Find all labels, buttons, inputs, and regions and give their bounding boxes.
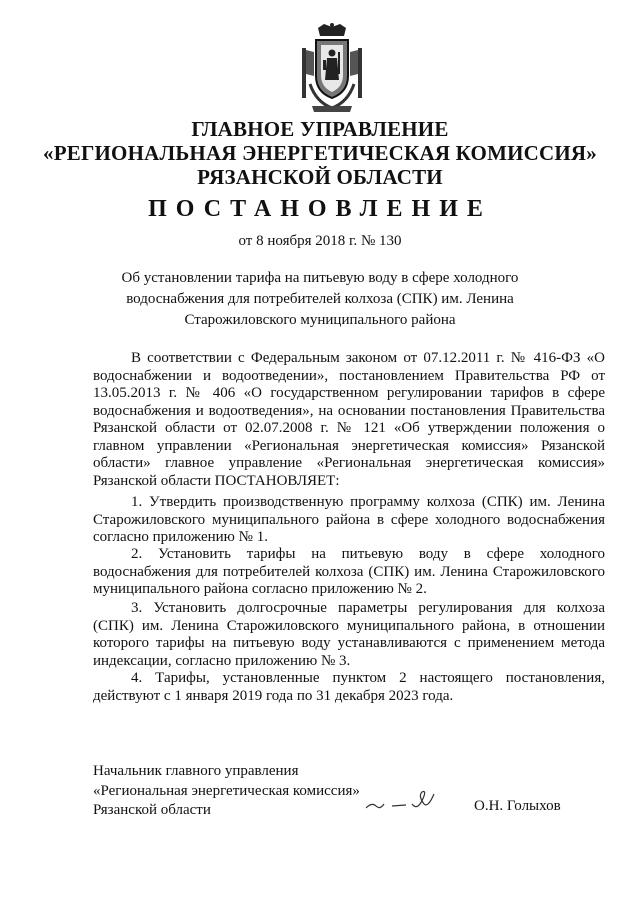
signatory-title (93, 762, 360, 821)
subject-line-3: Старожиловского муниципального района (184, 312, 456, 328)
document-subject (120, 268, 520, 331)
handwritten-signature (362, 782, 442, 814)
org-name-line-1: ГЛАВНОЕ УПРАВЛЕНИЕ (191, 117, 449, 141)
clause-1: 1. Утвердить производственную программу колхоза (СПК) им. Ленина Старожиловского муниципального района в сфере холодного водоснабжения согласно приложению № 1. (93, 494, 605, 545)
signatory-title-line-2: «Региональная энергетическая комиссия» (93, 782, 360, 799)
document-type-title: ПОСТАНОВЛЕНИЕ (148, 196, 492, 222)
subject-line-1: Об установлении тарифа на питьевую воду в сфере холодного (121, 270, 519, 286)
org-name-line-3: РЯЗАНСКОЙ ОБЛАСТИ (197, 165, 443, 189)
signatory-name: О.Н. Голыхов (474, 798, 561, 814)
document-date-number: от 8 ноября 2018 г. № 130 (238, 233, 402, 249)
clause-3: 3. Установить долгосрочные параметры регулирования для колхоза (СПК) им. Ленина Старожиловского муниципального района, в отношении которого тарифы на питьевую воду устанавливаются с применением метода индексации, согласно приложению № 3. (93, 600, 605, 669)
subject-line-2: водоснабжения для потребителей колхоза (СПК) им. Ленина (126, 291, 514, 307)
ryazan-coat-of-arms-icon (296, 22, 368, 114)
org-name-line-2: «РЕГИОНАЛЬНАЯ ЭНЕРГЕТИЧЕСКАЯ КОМИССИЯ» (43, 141, 597, 165)
signatory-title-line-3: Рязанской области (93, 802, 211, 818)
preamble-paragraph: В соответствии с Федеральным законом от 07.12.2011 г. № 416-ФЗ «О водоснабжении и водоотведении», постановлением Правительства РФ от 13.05.2013 г. № 406 «О государственном регулировании тарифов в сфере водоснабжения и водоотведения», на основании постановления Правительства Рязанской области от 02.07.2008 г. № 121 «Об утверждении положения о главном управлении «Региональная энергетическая комиссия» Рязанской области» главное управление «Региональная энергетическая комиссия» Рязанской области ПОСТАНОВЛЯЕТ: (93, 350, 605, 489)
clause-2: 2. Установить тарифы на питьевую воду в сфере холодного водоснабжения для потребителей колхоза (СПК) им. Ленина Старожиловского муниципального района согласно приложению № 2. (93, 546, 605, 597)
signatory-title-line-1: Начальник главного управления (93, 763, 299, 779)
clause-4: 4. Тарифы, установленные пунктом 2 настоящего постановления, действуют с 1 января 2019 года по 31 декабря 2023 года. (93, 670, 605, 704)
